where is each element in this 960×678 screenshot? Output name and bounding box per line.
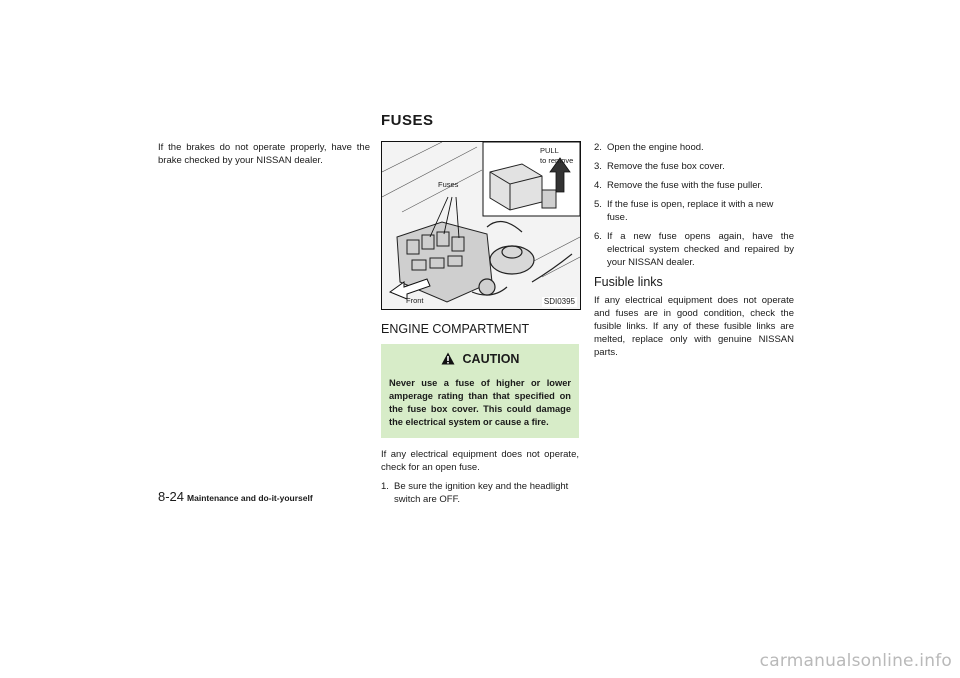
figure-code: SDI0395 bbox=[543, 297, 575, 306]
step-item bbox=[594, 160, 794, 173]
step-number: 1. bbox=[381, 481, 389, 492]
step-item bbox=[381, 480, 579, 506]
middle-column bbox=[381, 141, 579, 512]
step-number: 5. bbox=[594, 199, 602, 210]
fusible-links-paragraph: If any electrical equipment does not operate and fuses are in good condition, check the fusible links. If any of these fusible links are melted, replace only with genuine NISSAN parts. bbox=[594, 295, 794, 358]
page-footer bbox=[158, 488, 313, 506]
step-text: Remove the fuse with the fuse puller. bbox=[607, 180, 763, 191]
step-item bbox=[594, 230, 794, 269]
fuse-box-illustration bbox=[382, 142, 580, 309]
step-number: 3. bbox=[594, 161, 602, 172]
chapter-title: Maintenance and do-it-yourself bbox=[187, 493, 313, 503]
caution-text: Never use a fuse of higher or lower amperage rating than that specified on the fuse box cover. This could damage the electrical system or cause a fire. bbox=[389, 378, 571, 427]
step-number: 4. bbox=[594, 180, 602, 191]
intro-paragraph: If any electrical equipment does not operate, check for an open fuse. bbox=[381, 449, 579, 473]
watermark: carmanualsonline.info bbox=[759, 651, 952, 671]
brake-paragraph: If the brakes do not operate properly, have the brake checked by your NISSAN dealer. bbox=[158, 142, 370, 166]
caution-header bbox=[389, 352, 571, 368]
step-text: Be sure the ignition key and the headlight switch are OFF. bbox=[394, 481, 569, 505]
fusible-links-heading: Fusible links bbox=[594, 275, 663, 289]
caution-box bbox=[381, 344, 579, 438]
fuses-label: Fuses bbox=[438, 180, 459, 189]
section-title: FUSES bbox=[381, 112, 434, 129]
step-text: If the fuse is open, replace it with a new fuse. bbox=[607, 199, 774, 223]
step-number: 2. bbox=[594, 142, 602, 153]
warning-icon bbox=[441, 352, 455, 368]
step-item bbox=[594, 198, 794, 224]
engine-compartment-figure bbox=[381, 141, 581, 310]
page-number: 8-24 bbox=[158, 489, 185, 504]
step-number: 6. bbox=[594, 231, 602, 242]
step-item bbox=[594, 179, 794, 192]
engine-compartment-heading: ENGINE COMPARTMENT bbox=[381, 322, 530, 336]
left-column bbox=[158, 141, 370, 173]
step-text: Open the engine hood. bbox=[607, 142, 704, 153]
step-text: If a new fuse opens again, have the electrical system checked and repaired by your NISSAN dealer. bbox=[607, 231, 794, 268]
pull-label: PULL bbox=[540, 146, 559, 155]
right-column bbox=[594, 141, 794, 365]
to-remove-label: to remove bbox=[540, 156, 574, 165]
caution-title: CAUTION bbox=[462, 352, 520, 366]
front-label: Front bbox=[406, 296, 424, 305]
step-item bbox=[594, 141, 794, 154]
step-text: Remove the fuse box cover. bbox=[607, 161, 725, 172]
